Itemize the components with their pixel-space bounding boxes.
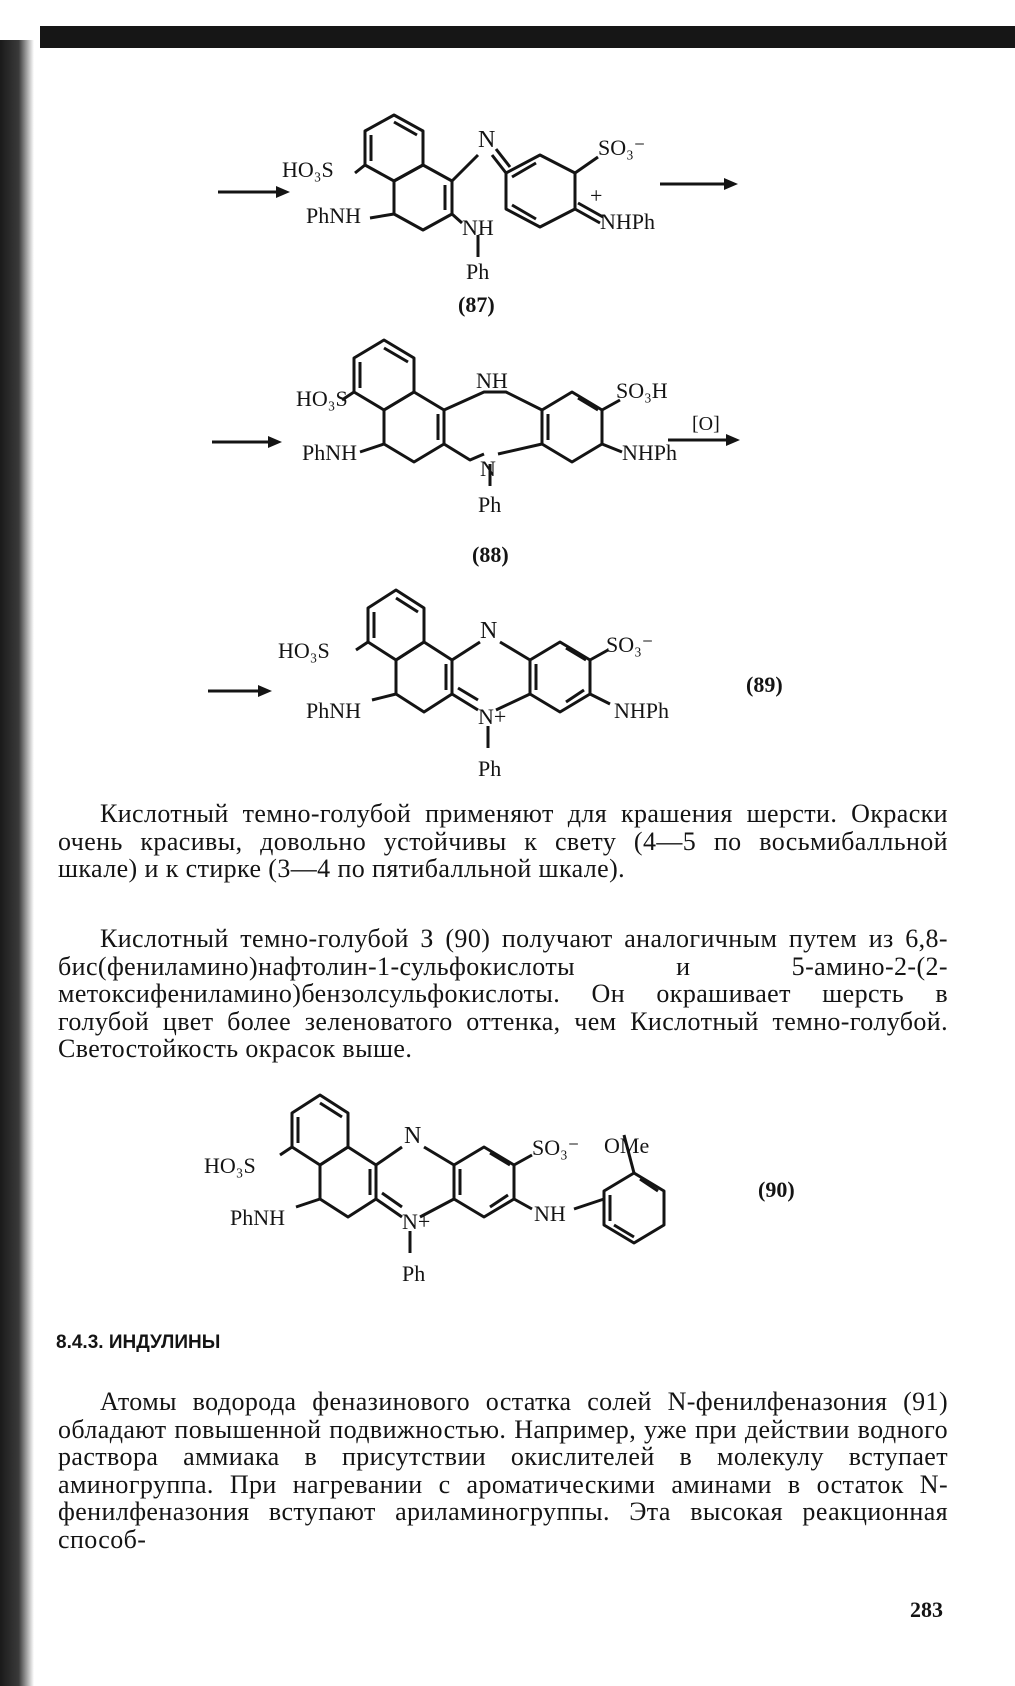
n-bridge-88: N (480, 456, 496, 481)
nh-bridge-88: NH (476, 368, 508, 393)
naphthalene-ring-88 (354, 340, 444, 462)
methoxyphenyl-ring-90 (604, 1173, 664, 1243)
page-number: 283 (910, 1597, 943, 1622)
benzene-ring-90 (454, 1147, 514, 1217)
structure-87 (0, 95, 1015, 335)
quinoid-ring-87 (506, 155, 575, 227)
paragraph-indulines: Атомы водорода феназинового остатка солей N-фенилфеназония (91) обладают повышенной подвижностью. Например, уже при действии водного раствора аммиака в присутствии окислителей в молекулу вступает аминогруппа. При нагревании с ароматическими аминами в остаток N-фенилфеназония вступают ариламиногруппы. Эта высокая реакционная способ- (58, 1387, 948, 1554)
central-ring-89 (452, 642, 530, 710)
compound-label-88: (88) (472, 542, 509, 567)
phenyl-label-89: Ph (478, 756, 502, 781)
nitrogen-cation-90: N+ (402, 1209, 431, 1234)
positive-charge-87: + (590, 183, 603, 208)
bonds-90 (280, 1135, 634, 1253)
phenyl-label-87: Ph (466, 259, 490, 284)
n-top-90: N (404, 1123, 422, 1149)
arrow-left-89 (208, 685, 272, 697)
structure-89 (0, 590, 1015, 800)
structure-88 (0, 340, 1015, 580)
bonds-87 (355, 149, 603, 257)
paragraph-acid-dark-blue: Кислотный темно-голубой применяют для крашения шерсти. Окраски очень красивы, довольно устойчивы к свету (4—5 по восьмибалльной шкале) и к стирке (3—4 по пятибалльной шкале). (58, 799, 948, 883)
nitrogen-cation-89: N+ (478, 704, 507, 729)
compound-label-87: (87) (458, 292, 495, 317)
azomethine-nitrogen-87: N (478, 127, 496, 153)
sulfonic-acid-88: SO₃H (616, 378, 668, 403)
iminium-nhph-87: NHPh (600, 209, 656, 234)
compound-label-90: (90) (758, 1177, 795, 1202)
scan-top-border (40, 26, 1015, 48)
nh-label-87: NH (462, 215, 494, 240)
benzene-ring-88 (542, 392, 602, 462)
structure-90 (0, 1095, 1015, 1310)
sulfo-group-left-90: HO₃S (204, 1153, 256, 1178)
arrow-right-88 (668, 434, 740, 446)
paragraph-acid-dark-blue-z: Кислотный темно-голубой З (90) получают аналогичным путем из 6,8-бис(фениламино)нафтолин-1-сульфокислоты и 5-амино-2-(2-метоксифениламино)бензолсульфокислоты. Он окрашивает шерсть в голубой цвет более зеленоватого оттенка, чем Кислотный темно-голубой. Светостойкость окрасок выше. (58, 924, 948, 1063)
naphthalene-ring-89 (368, 590, 452, 712)
sulfo-group-left-87: HO₃S (282, 157, 334, 182)
section-heading: 8.4.3. ИНДУЛИНЫ (56, 1332, 221, 1353)
sulfo-group-left-89: HO₃S (278, 638, 330, 663)
sulfonate-group-87: SO₃⁻ (598, 135, 646, 160)
nhph-right-88: NHPh (622, 440, 678, 465)
arrow-left-88 (212, 436, 282, 448)
arrow-left-87 (218, 186, 290, 198)
sulfonate-group-90: SO₃⁻ (532, 1135, 580, 1160)
nh-bridge-90: NH (534, 1201, 566, 1226)
n-top-89: N (480, 618, 498, 644)
phenyl-label-90: Ph (402, 1261, 426, 1286)
central-ring-88 (444, 392, 542, 460)
reagent-oxidation-88: [O] (692, 413, 720, 435)
nhph-right-89: NHPh (614, 698, 670, 723)
sulfo-group-left-88: HO₃S (296, 386, 348, 411)
central-ring-90 (376, 1147, 454, 1217)
benzene-ring-89 (530, 642, 590, 712)
methoxy-group-90: OMe (604, 1133, 650, 1158)
sulfonate-group-89: SO₃⁻ (606, 632, 654, 657)
naphthalene-ring-87 (365, 115, 452, 230)
phenylamino-left-89: PhNH (306, 698, 362, 723)
compound-label-89: (89) (746, 672, 783, 697)
arrow-right-87 (660, 178, 738, 190)
phenylamino-left-88: PhNH (302, 440, 358, 465)
phenyl-label-88: Ph (478, 492, 502, 517)
naphthalene-ring-90 (292, 1095, 376, 1217)
phenylamino-left-87: PhNH (306, 203, 362, 228)
phenylamino-left-90: PhNH (230, 1205, 286, 1230)
